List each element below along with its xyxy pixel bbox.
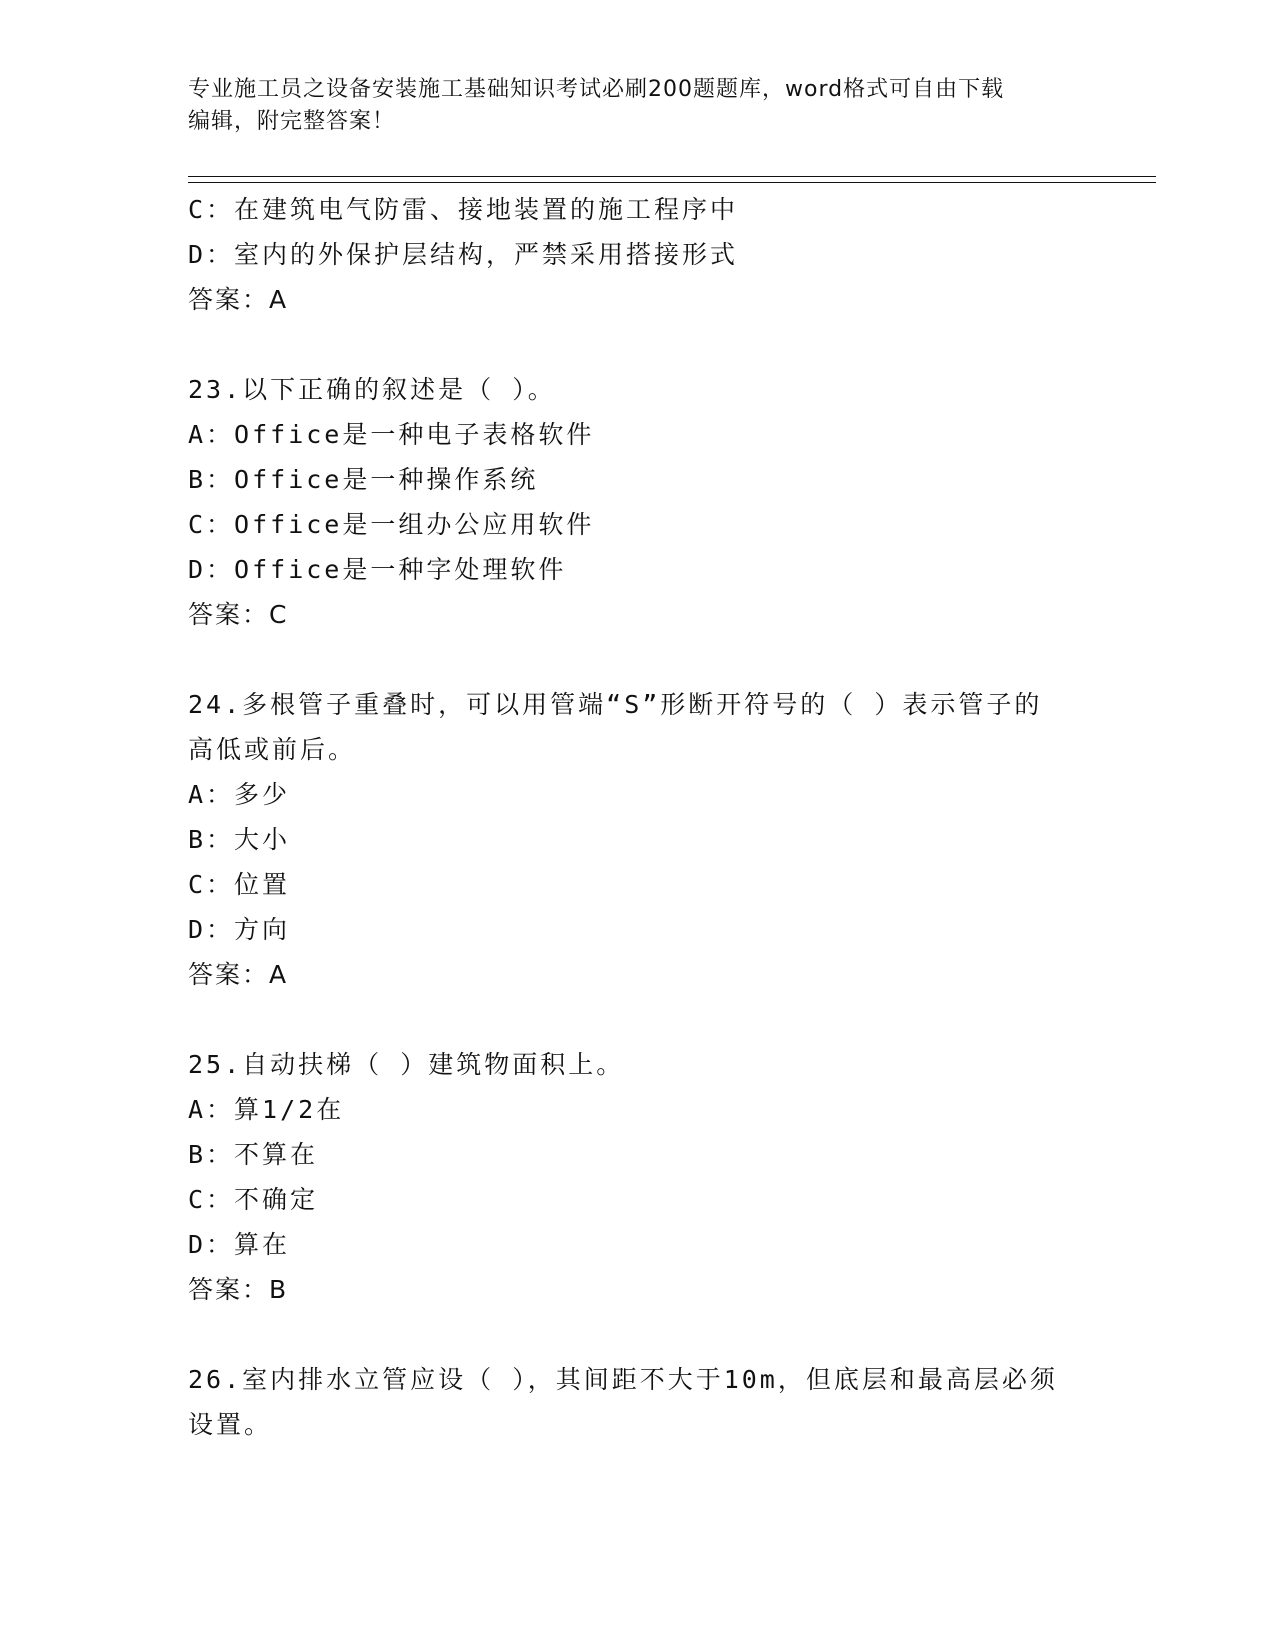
q23-question: 23.以下正确的叙述是（ ）。 (188, 375, 556, 404)
q23-option-c: C：Office是一组办公应用软件 (188, 510, 595, 539)
q22-answer: 答案：A (188, 285, 289, 314)
q26-question-line-2: 设置。 (188, 1410, 273, 1439)
q24-question-line-1: 24.多根管子重叠时，可以用管端“S”形断开符号的（ ）表示管子的 (188, 690, 1043, 719)
q25-answer: 答案：B (188, 1275, 289, 1304)
header-divider-top (188, 176, 1156, 177)
document-header (188, 74, 1068, 138)
q22-option-d: D：室内的外保护层结构，严禁采用搭接形式 (188, 240, 739, 269)
q26-question-line-1: 26.室内排水立管应设（ ），其间距不大于10m，但底层和最高层必须 (188, 1365, 1058, 1394)
q25-question: 25.自动扶梯（ ）建筑物面积上。 (188, 1050, 625, 1079)
q23-option-d: D：Office是一种字处理软件 (188, 555, 567, 584)
q25-option-b: B：不算在 (188, 1140, 319, 1169)
header-line-1: 专业施工员之设备安装施工基础知识考试必刷200题题库，word格式可自由下载 (188, 77, 1005, 102)
q23-option-b: B：Office是一种操作系统 (188, 465, 539, 494)
q24-option-a: A：多少 (188, 780, 291, 809)
q23-option-a: A：Office是一种电子表格软件 (188, 420, 595, 449)
q24-option-d: D：方向 (188, 915, 291, 944)
header-divider-bottom (188, 182, 1156, 183)
q25-option-a: A：算1/2在 (188, 1095, 345, 1124)
q22-option-c: C：在建筑电气防雷、接地装置的施工程序中 (188, 195, 739, 224)
q24-question-line-2: 高低或前后。 (188, 735, 357, 764)
q24-option-c: C：位置 (188, 870, 291, 899)
q24-answer: 答案：A (188, 960, 289, 989)
q23-answer: 答案：C (188, 600, 289, 629)
q25-option-c: C：不确定 (188, 1185, 319, 1214)
q24-option-b: B：大小 (188, 825, 291, 854)
q25-option-d: D：算在 (188, 1230, 291, 1259)
header-line-2: 编辑，附完整答案！ (188, 109, 396, 134)
